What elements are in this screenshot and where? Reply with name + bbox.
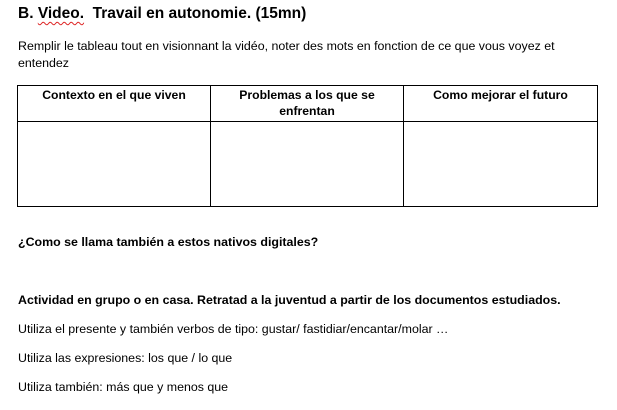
heading-rest: Travail en autonomie. (15mn) xyxy=(84,5,307,22)
table-row xyxy=(18,122,598,207)
cell-contexto[interactable] xyxy=(18,122,211,207)
instruction-item: Utiliza también: más que y menos que xyxy=(18,380,229,394)
header-mejorar: Como mejorar el futuro xyxy=(404,86,598,122)
instruction-text: Remplir le tableau tout en visionnant la vidéo, noter des mots en fonction de ce que vous voyez et entendez xyxy=(18,39,555,70)
header-problemas: Problemas a los que se enfrentan xyxy=(211,86,404,122)
activity-text: Actividad en grupo o en casa. Retratad a la juventud a partir de los documentos estudiados. xyxy=(18,293,561,307)
heading-video-word: Video. xyxy=(37,5,85,22)
section-heading xyxy=(18,5,306,23)
cell-problemas[interactable] xyxy=(211,122,404,207)
worksheet-table xyxy=(17,85,598,207)
instruction-item: Utiliza las expresiones: los que / lo que xyxy=(18,351,233,365)
question-text: ¿Como se llama también a estos nativos digitales? xyxy=(18,235,319,249)
header-contexto: Contexto en el que viven xyxy=(18,86,211,122)
heading-prefix: B. xyxy=(18,5,38,22)
instruction-item: Utiliza el presente y también verbos de tipo: gustar/ fastidiar/encantar/molar … xyxy=(18,322,449,336)
table-header-row xyxy=(18,86,598,122)
cell-mejorar[interactable] xyxy=(404,122,598,207)
